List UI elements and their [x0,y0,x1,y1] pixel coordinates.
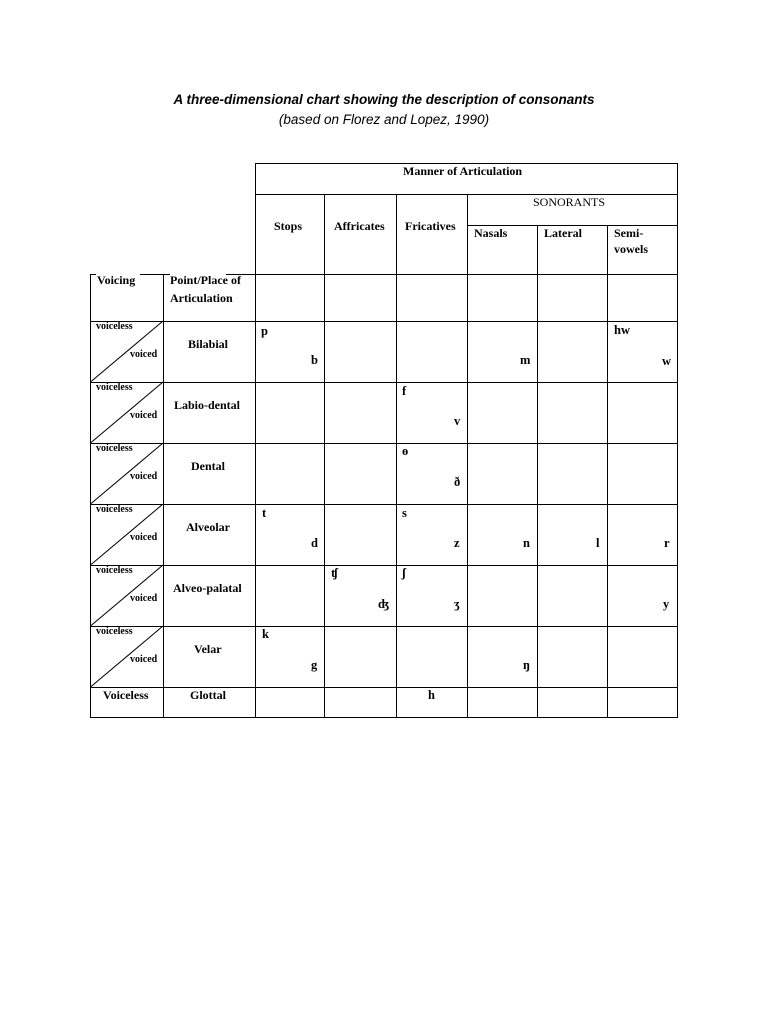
voiceless-label: voiceless [96,626,133,637]
sonorants-header: SONORANTS [533,195,606,209]
place-labio-dental: Labio-dental [174,398,241,412]
symbol: l [596,536,600,550]
place-bilabial: Bilabial [188,337,229,351]
symbol: ð [454,475,461,489]
symbol: ʒ [454,597,460,611]
page-subtitle: (based on Florez and Lopez, 1990) [278,112,490,127]
symbol: k [262,627,269,641]
voiced-label: voiced [130,593,158,604]
voicing-header: Voicing [97,273,136,287]
symbol: d [311,536,318,550]
place-header-line1: Point/Place of [170,273,241,287]
symbol: g [311,658,318,672]
symbol: ʤ [378,597,389,611]
symbol: n [523,536,530,550]
place-dental: Dental [191,459,225,473]
place-header-line2: Articulation [170,291,233,305]
symbol: ɵ [402,444,409,458]
symbol: m [520,353,531,367]
symbol: h [428,688,435,702]
symbol: t [262,506,267,520]
semivowels-header-line1: Semi- [614,226,644,240]
voiceless-label: voiceless [96,321,133,332]
symbol: z [454,536,460,550]
place-alveolar: Alveolar [186,520,230,534]
symbol: s [402,506,407,520]
symbol: ʧ [331,566,338,580]
place-alveo-palatal: Alveo-palatal [173,581,242,595]
symbol: hw [614,323,630,337]
semivowels-header-line2: vowels [614,242,648,256]
affricates-header: Affricates [334,219,385,233]
voiced-label: voiced [130,654,158,665]
place-velar: Velar [194,642,222,656]
symbol: ŋ [523,658,530,672]
voiced-label: voiced [130,410,158,421]
voiceless-label: voiceless [96,382,133,393]
symbol: p [261,324,268,338]
symbol: r [664,536,670,550]
symbol: ʃ [402,566,406,580]
voiced-label: voiced [130,349,158,360]
stops-header: Stops [274,219,303,233]
symbol: v [454,414,461,428]
voiced-label: voiced [130,532,158,543]
voicing-voiceless-glottal: Voiceless [103,688,149,702]
symbol: f [402,384,407,398]
voiceless-label: voiceless [96,565,133,576]
fricatives-header: Fricatives [405,219,456,233]
manner-header: Manner of Articulation [403,164,523,178]
symbol: y [663,597,670,611]
symbol: w [662,354,672,368]
voiced-label: voiced [130,471,158,482]
voiceless-label: voiceless [96,443,133,454]
nasals-header: Nasals [474,226,508,240]
voiceless-label: voiceless [96,504,133,515]
lateral-header: Lateral [544,226,582,240]
symbol: b [311,353,318,367]
page-title: A three-dimensional chart showing the description of consonants [173,92,595,107]
place-glottal: Glottal [190,688,226,702]
